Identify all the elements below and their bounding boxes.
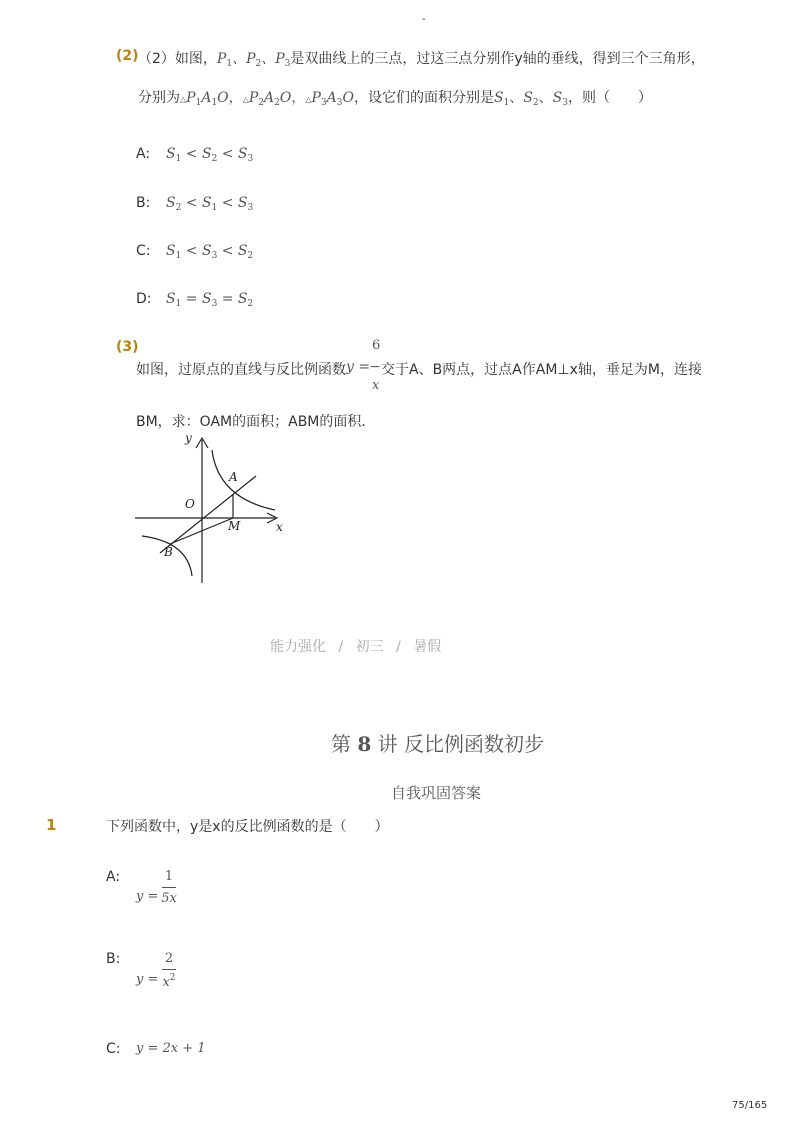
q1-option-b-lhs: y = <box>136 972 159 987</box>
q2-line2-middle: ，设它们的面积分别是 <box>353 90 494 106</box>
q1-option-b-den-exponent: 2 <box>169 973 176 983</box>
q1-option-b-den-base: x <box>162 975 170 990</box>
q1-option-b-denominator <box>156 973 182 990</box>
q3-func-numerator: 6 <box>372 338 381 353</box>
q2-points: $P_1$、$P_2$、$P_3$ <box>216 51 291 69</box>
label-b: B <box>164 545 173 559</box>
q1-option-a-denominator: 5x <box>161 891 177 906</box>
q2-triangles: $\triangle P_1A_1O$，$\triangle P_2A_2O$，$\triangle P_3A_3O$ <box>180 90 354 108</box>
q1-option-a-numerator: 1 <box>164 869 174 884</box>
q3-line1-suffix: 交于A、B两点，过点A作AM⊥x轴，垂足为M，连接 <box>381 362 702 378</box>
lecture-number: 8 <box>357 732 372 756</box>
section-title: 自我巩固答案 <box>391 784 482 802</box>
breadcrumb-item: 能力强化 <box>270 639 326 655</box>
q3-func-denominator: x <box>372 378 380 393</box>
q2-option-d-expr: $S_1 = S_3 = S_2$ <box>166 291 254 309</box>
breadcrumb-item: 暑假 <box>413 639 442 655</box>
q2-option-a-expr: $S_1 < S_2 < S_3$ <box>166 146 254 164</box>
q2-option-b-label[interactable]: B: <box>136 195 151 211</box>
lecture-title <box>331 728 544 757</box>
lecture-suffix: 讲 反比例函数初步 <box>377 732 544 756</box>
breadcrumb <box>270 636 441 656</box>
q2-option-c-label[interactable]: C: <box>136 243 151 259</box>
question-1-number: 1 <box>46 816 57 834</box>
question-1-stem: 下列函数中，y是x的反比例函数的是（ ） <box>106 819 389 835</box>
q2-areas: $S_1$、$S_2$、$S_3$ <box>493 90 568 108</box>
breadcrumb-separator: / <box>338 639 344 655</box>
q2-line2-suffix: ，则（ ） <box>567 90 652 106</box>
q1-option-a-lhs: y = <box>136 889 159 904</box>
breadcrumb-separator: / <box>396 639 401 655</box>
breadcrumb-item: 初三 <box>355 639 384 655</box>
question-2-line2 <box>138 87 652 108</box>
q1-option-c-label[interactable]: C: <box>106 1041 121 1057</box>
q1-option-a-label[interactable]: A: <box>106 869 121 885</box>
q3-func-minus: − <box>369 359 381 375</box>
fraction-bar <box>162 887 176 888</box>
label-x: x <box>276 520 283 534</box>
q3-line1-prefix: 如图，过原点的直线与反比例函数 <box>136 362 346 378</box>
q2-option-b-expr: $S_2 < S_1 < S_3$ <box>166 195 254 213</box>
label-y: y <box>185 431 192 445</box>
q2-option-c-expr: $S_1 < S_3 < S_2$ <box>166 243 254 261</box>
label-o: O <box>185 497 195 511</box>
q1-option-b-fraction <box>156 951 182 990</box>
q2-line1-suffix: 是双曲线上的三点，过这三点分别作y轴的垂线，得到三个三角形， <box>290 51 705 67</box>
hyperbola-upper-branch <box>212 450 275 510</box>
q1-option-b-numerator: 2 <box>164 951 174 966</box>
q2-option-a-label[interactable]: A: <box>136 146 151 162</box>
top-mark: - <box>422 14 426 25</box>
q1-option-c-expr: y = 2x + 1 <box>136 1041 206 1056</box>
q2-option-d-label[interactable]: D: <box>136 291 152 307</box>
lecture-prefix: 第 <box>331 732 351 756</box>
q2-line1-prefix: （2）如图， <box>138 51 217 67</box>
q2-line2-prefix: 分别为 <box>138 90 180 106</box>
hyperbola-graph <box>130 428 295 588</box>
label-m: M <box>228 519 241 533</box>
question-2-line1 <box>138 48 705 69</box>
q3-func-lhs: y = <box>346 359 371 375</box>
q3-line2: BM，求：OAM的面积；ABM的面积． <box>136 414 376 430</box>
question-2-number: (2) <box>116 48 139 64</box>
question-3-number: (3) <box>116 339 139 355</box>
q1-option-b-label[interactable]: B: <box>106 951 121 967</box>
page-number: 75/165 <box>732 1100 768 1111</box>
line-through-origin <box>160 476 256 553</box>
fraction-bar <box>162 969 176 970</box>
q1-option-a-fraction <box>156 869 182 906</box>
label-a: A <box>229 470 238 484</box>
